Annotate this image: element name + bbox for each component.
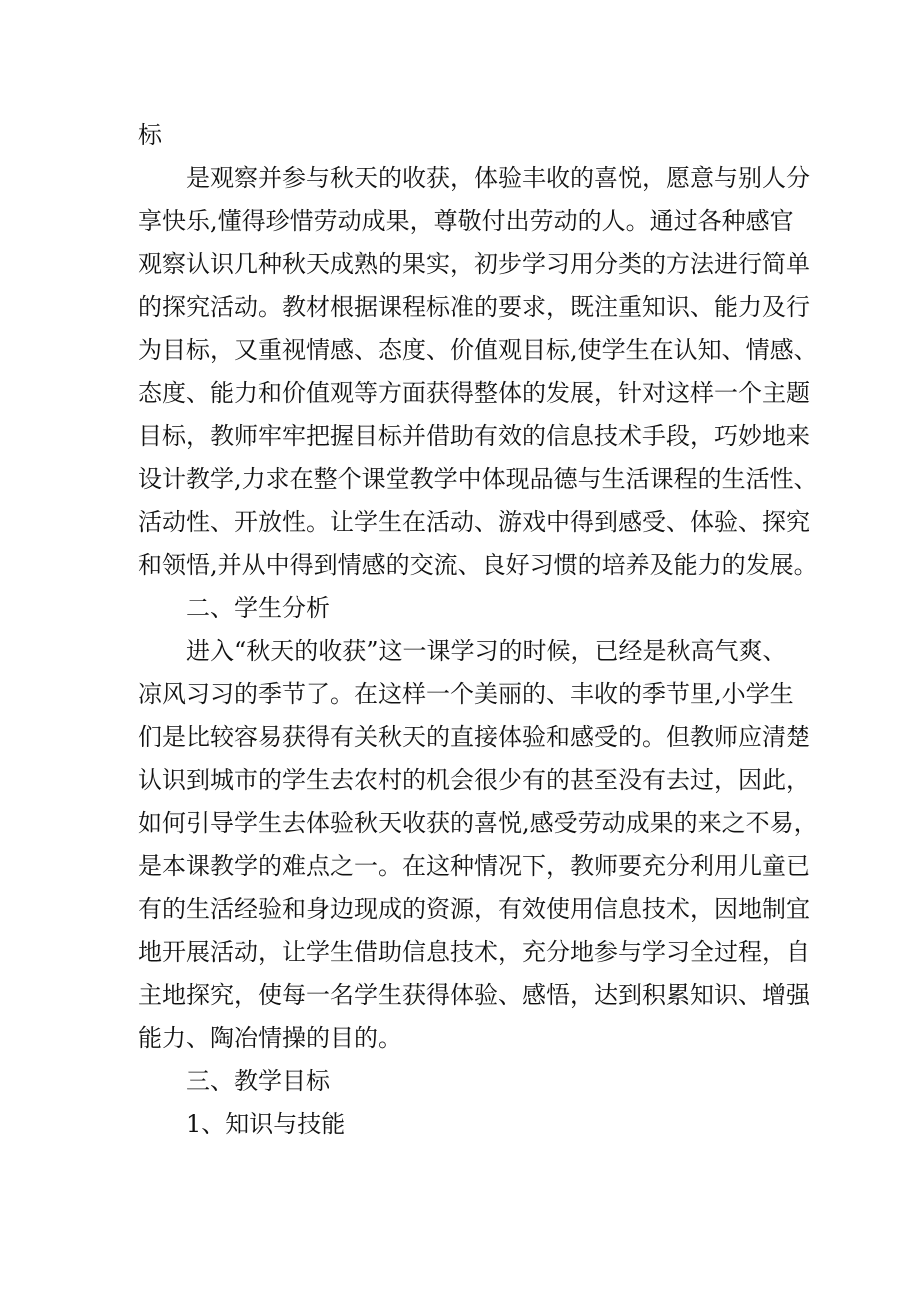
text-line: 有的生活经验和身边现成的资源，有效使用信息技术，因地制宜	[138, 895, 810, 923]
subsection-heading: 1、知识与技能	[186, 1110, 346, 1138]
text-line: 设计教学,力求在整个课堂教学中体现品德与生活课程的生活性、	[138, 465, 818, 493]
text-line: 享快乐,懂得珍惜劳动成果，尊敬付出劳动的人。通过各种感官	[138, 207, 794, 235]
text-line: 主地探究，使每一名学生获得体验、感悟，达到积累知识、增强	[138, 981, 810, 1009]
text-line: 能力、陶冶情操的目的。	[138, 1024, 402, 1052]
text-line: 为目标，又重视情感、态度、价值观目标,使学生在认知、情感、	[138, 336, 818, 364]
text-line: 认识到城市的学生去农村的机会很少有的甚至没有去过，因此，	[138, 766, 810, 794]
text-line: 观察认识几种秋天成熟的果实，初步学习用分类的方法进行简单	[138, 250, 810, 278]
section-heading: 二、学生分析	[186, 594, 330, 622]
text-line: 目标，教师牢牢把握目标并借助有效的信息技术手段，巧妙地来	[138, 422, 810, 450]
text-line: 如何引导学生去体验秋天收获的喜悦,感受劳动成果的来之不易，	[138, 809, 818, 837]
text-line: 凉风习习的季节了。在这样一个美丽的、丰收的季节里,小学生	[138, 680, 794, 708]
paragraph-start-line: 进入“秋天的收获”这一课学习的时候，已经是秋高气爽、	[186, 637, 787, 665]
text-line: 是本课教学的难点之一。在这种情况下，教师要充分利用儿童已	[138, 852, 810, 880]
text-line: 标	[138, 121, 162, 149]
text-line: 们是比较容易获得有关秋天的直接体验和感受的。但教师应清楚	[138, 723, 810, 751]
section-heading: 三、教学目标	[186, 1067, 330, 1095]
text-line: 态度、能力和价值观等方面获得整体的发展，针对这样一个主题	[138, 379, 810, 407]
text-line: 的探究活动。教材根据课程标准的要求，既注重知识、能力及行	[138, 293, 810, 321]
text-line: 地开展活动，让学生借助信息技术，充分地参与学习全过程，自	[138, 938, 810, 966]
paragraph-start-line: 是观察并参与秋天的收获，体验丰收的喜悦，愿意与别人分	[186, 164, 810, 192]
text-line: 和领悟,并从中得到情感的交流、良好习惯的培养及能力的发展。	[138, 551, 818, 579]
text-line: 活动性、开放性。让学生在活动、游戏中得到感受、体验、探究	[138, 508, 810, 536]
